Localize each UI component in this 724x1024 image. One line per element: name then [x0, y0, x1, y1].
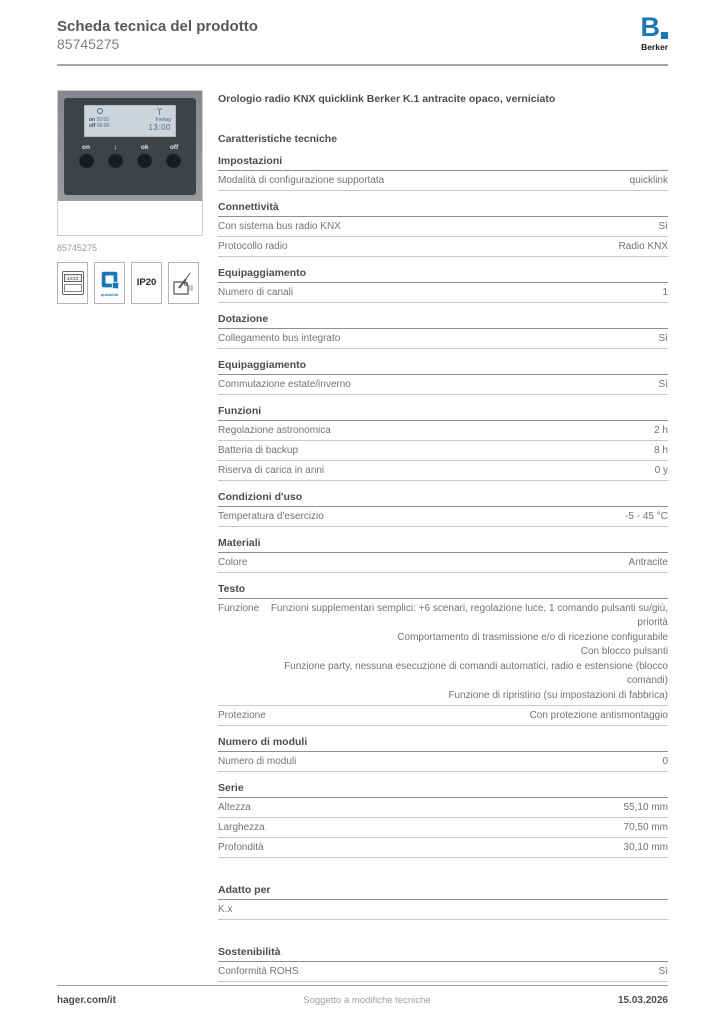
page-title: Scheda tecnica del prodotto — [57, 18, 258, 35]
spec-row — [218, 962, 668, 982]
footer-disclaimer: Soggetto a modifiche tecniche — [303, 995, 431, 1006]
spec-label: Riserva di carica in anni — [218, 464, 325, 476]
footer-date: 15.03.2026 — [617, 995, 668, 1006]
spec-label: K.x — [218, 903, 233, 915]
spec-row — [218, 375, 668, 395]
spec-label: Profondità — [218, 841, 264, 853]
spec-row — [218, 237, 668, 257]
spec-value: Sì — [658, 965, 668, 977]
spec-row — [218, 818, 668, 838]
timer-device-icon — [57, 262, 88, 304]
spec-value: 8 h — [654, 444, 668, 456]
section-heading: Numero di moduli — [218, 736, 668, 752]
quicklink-icon — [94, 262, 125, 304]
spec-label: Numero di moduli — [218, 755, 297, 767]
spec-value: quicklink — [629, 174, 668, 186]
spec-row — [218, 706, 668, 726]
spec-section — [218, 537, 668, 573]
specifications-column — [218, 90, 668, 983]
spec-label: Funzione — [218, 602, 260, 614]
device-button-ok — [137, 153, 152, 168]
spec-row — [218, 553, 668, 573]
product-image — [57, 90, 203, 236]
spec-section — [218, 201, 668, 257]
berker-logo — [641, 14, 669, 52]
product-media-column — [57, 90, 203, 304]
spec-row — [218, 283, 668, 303]
spec-section — [218, 782, 668, 858]
spec-row — [218, 171, 668, 191]
spec-row — [218, 217, 668, 237]
spec-row — [218, 838, 668, 858]
spec-row — [218, 461, 668, 481]
spec-section — [218, 267, 668, 303]
ip20-label: IP20 — [136, 277, 157, 288]
spec-value: Con protezione antismontaggio — [529, 709, 668, 721]
screwdriver-icon — [168, 262, 199, 304]
certification-badges — [57, 262, 203, 304]
quicklink-label: quicklink — [100, 291, 119, 297]
product-photo — [58, 91, 202, 201]
spec-row — [218, 421, 668, 441]
spec-sections — [218, 155, 668, 982]
device-front-panel — [64, 98, 196, 195]
footer-website-link[interactable]: hager.com/it — [57, 995, 116, 1006]
spec-label: Collegamento bus integrato — [218, 332, 341, 344]
spec-label: Altezza — [218, 801, 251, 813]
spec-value: 0 — [662, 755, 668, 767]
spec-value: 70,50 mm — [623, 821, 668, 833]
spec-label: Temperatura d'esercizio — [218, 510, 324, 522]
timer-display-value: 14:23 — [64, 274, 82, 282]
spec-value: 55,10 mm — [623, 801, 668, 813]
lcd-off-label: off — [89, 123, 96, 129]
spec-label: Modalità di configurazione supportata — [218, 174, 385, 186]
device-buttons — [72, 143, 188, 168]
section-heading: Serie — [218, 782, 668, 798]
spec-row — [218, 599, 668, 706]
spec-value: 2 h — [654, 424, 668, 436]
page-footer — [57, 985, 668, 1006]
section-heading: Condizioni d'uso — [218, 491, 668, 507]
lcd-day: Freitag — [155, 116, 171, 123]
section-heading: Testo — [218, 583, 668, 599]
product-number: 85745275 — [57, 36, 120, 52]
ip20-badge — [131, 262, 162, 304]
section-heading: Sostenibilità — [218, 946, 668, 962]
berker-logo-dot — [661, 32, 668, 39]
section-heading: Equipaggiamento — [218, 359, 668, 375]
spec-value: 0 y — [654, 464, 668, 476]
lcd-on-label: on — [89, 116, 96, 123]
spec-value: Funzioni supplementari semplici: +6 scenari, regolazione luce, 1 comando pulsanti su/giù, priorità Comportamento di trasmissione e/o di ricezione configurabile Con blocco pulsanti Funzione party, nessuna esecuzione di comandi automatici, radio e estensione (blocco comandi) Funzione di ripristino (su impostazioni di fabbrica) — [270, 602, 668, 701]
spec-row — [218, 900, 668, 920]
section-heading: Dotazione — [218, 313, 668, 329]
device-button-off — [166, 153, 181, 168]
berker-logo-name: Berker — [641, 42, 668, 52]
spec-section — [218, 405, 668, 481]
section-heading: Materiali — [218, 537, 668, 553]
spec-section — [218, 491, 668, 527]
device-button-on-label: on — [82, 144, 90, 152]
section-heading: Connettività — [218, 201, 668, 217]
spec-section — [218, 736, 668, 772]
antenna-icon — [156, 108, 163, 115]
spec-value: Sì — [658, 220, 668, 232]
section-heading: Funzioni — [218, 405, 668, 421]
footer-divider — [57, 985, 668, 986]
spec-value: Radio KNX — [618, 240, 668, 252]
berker-logo-letter: B — [640, 12, 659, 42]
section-heading: Adatto per — [218, 884, 668, 900]
spec-row — [218, 798, 668, 818]
spec-value: -5 - 45 °C — [625, 510, 668, 522]
spec-section — [218, 583, 668, 726]
spec-section — [218, 359, 668, 395]
spec-row — [218, 441, 668, 461]
spec-row — [218, 752, 668, 772]
product-title: Orologio radio KNX quicklink Berker K.1 antracite opaco, verniciato — [218, 92, 556, 105]
spec-label: Conformità ROHS — [218, 965, 299, 977]
tech-characteristics-title: Caratteristiche tecniche — [218, 133, 338, 146]
spec-label: Colore — [218, 556, 248, 568]
spec-value: 1 — [662, 286, 668, 298]
spec-label: Numero di canali — [218, 286, 294, 298]
device-button-off-label: off — [169, 144, 179, 152]
spec-label: Protezione — [218, 709, 266, 721]
section-heading: Equipaggiamento — [218, 267, 668, 283]
spec-value: Sì — [658, 378, 668, 390]
clock-icon — [97, 108, 103, 114]
spec-section — [218, 155, 668, 191]
spec-label: Protocollo radio — [218, 240, 288, 252]
spec-value: 30,10 mm — [623, 841, 668, 853]
lcd-on-time: 20:00 — [96, 116, 110, 123]
spec-label: Larghezza — [218, 821, 265, 833]
device-button-arrow — [108, 153, 123, 168]
spec-label: Commutazione estate/inverno — [218, 378, 351, 390]
device-button-arrow-label: ↕ — [113, 144, 117, 152]
spec-value: Antracite — [628, 556, 668, 568]
device-button-on — [79, 153, 94, 168]
lcd-time: 13:00 — [148, 123, 171, 132]
spec-section — [218, 313, 668, 349]
image-caption: 85745275 — [57, 242, 98, 253]
spec-label: Con sistema bus radio KNX — [218, 220, 341, 232]
spec-section — [218, 884, 668, 920]
device-button-ok-label: ok — [140, 144, 149, 152]
spec-row — [218, 329, 668, 349]
lcd-off-time: 06:00 — [96, 123, 110, 129]
spec-row — [218, 507, 668, 527]
device-lcd-display — [84, 105, 176, 138]
section-heading: Impostazioni — [218, 155, 668, 171]
spec-value: Sì — [658, 332, 668, 344]
spec-section — [218, 946, 668, 982]
spec-label: Batteria di backup — [218, 444, 299, 456]
spec-label: Regolazione astronomica — [218, 424, 331, 436]
page-header — [0, 0, 724, 54]
